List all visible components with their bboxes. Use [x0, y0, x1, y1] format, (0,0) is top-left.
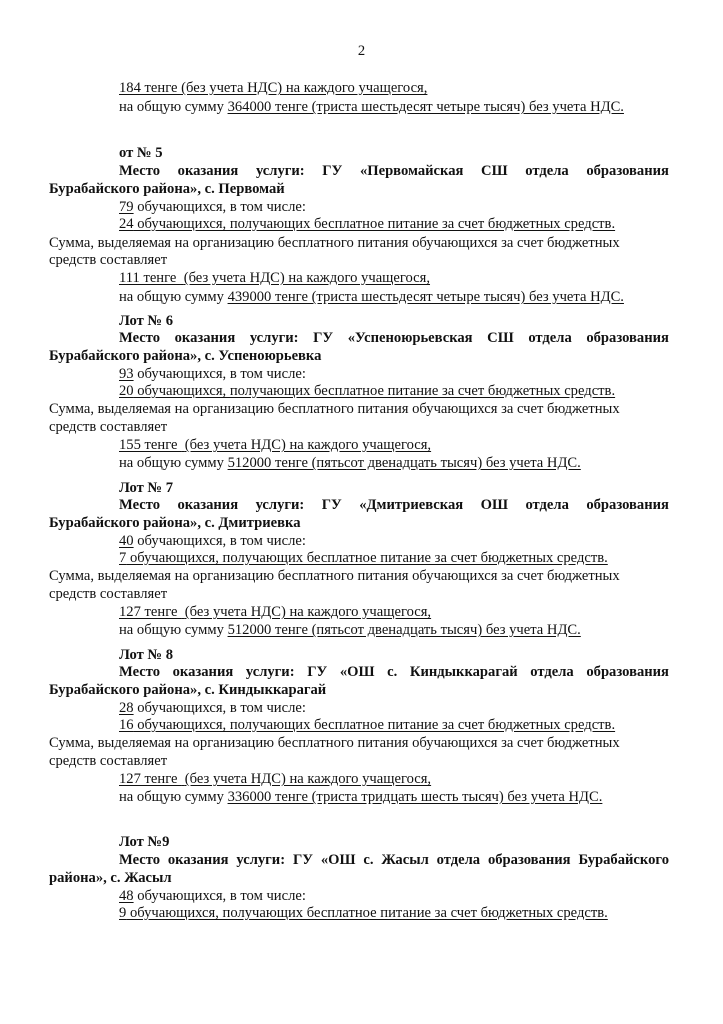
students-count: 93: [119, 366, 134, 382]
lot-heading: Лот № 7: [119, 480, 174, 496]
sum-line-2: средств составляет: [49, 753, 168, 769]
total-line: [119, 622, 581, 639]
price-text: (без учета НДС) на каждого учащегося,: [184, 771, 432, 787]
students-count: 79: [119, 199, 134, 215]
students-text: обучающихся, в том числе:: [133, 199, 306, 215]
price-value: 127 тенге: [119, 771, 182, 787]
sum-line-1: Сумма, выделяемая на организацию бесплатного питания обучающихся за счет бюджетных: [49, 568, 620, 584]
place-word: СШ: [481, 163, 508, 179]
price-text: (без учета НДС) на каждого учащегося,: [184, 604, 432, 620]
place-word: услуги:: [255, 163, 305, 179]
place-word: «Успеноюрьевская: [347, 330, 473, 346]
place-line-2: Бурабайского района», с. Первомай: [49, 181, 285, 197]
price-text: 184 тенге (без учета НДС) на каждого учащегося,: [119, 80, 428, 96]
place-word: ГУ: [307, 664, 328, 680]
lot-heading: Лот № 6: [119, 313, 174, 329]
place-word: Место: [119, 497, 160, 513]
price-value: 111 тенге: [119, 270, 181, 286]
price-value: 155 тенге: [119, 437, 182, 453]
place-line-2: Бурабайского района», с. Успеноюрьевка: [49, 348, 322, 364]
lot-heading: Лот № 8: [119, 647, 174, 663]
place-word: отдела: [525, 163, 569, 179]
total-line: [119, 99, 624, 116]
students-line: [119, 533, 306, 550]
students-text: обучающихся, в том числе:: [133, 700, 306, 716]
place-line: [119, 497, 669, 514]
place-line-2: Бурабайского района», с. Дмитриевка: [49, 515, 301, 531]
free-meals-text: обучающихся, получающих бесплатное питание за счет бюджетных средств.: [133, 717, 616, 733]
place-word: оказания: [167, 852, 229, 868]
price-text: (без учета НДС) на каждого учащегося,: [183, 270, 431, 286]
free-meals-text: обучающихся, получающих бесплатное питание за счет бюджетных средств.: [133, 216, 616, 232]
place-line: [119, 330, 669, 347]
total-line: [119, 789, 602, 806]
price-line: [119, 270, 430, 287]
page-number: 2: [357, 43, 366, 59]
free-meals-line: [119, 550, 608, 567]
place-word: «ОШ: [320, 852, 356, 868]
free-meals-count: 20: [119, 383, 134, 399]
free-meals-count: 9: [119, 905, 127, 921]
total-prefix: на общую сумму: [119, 455, 228, 471]
place-word: Место: [119, 163, 160, 179]
place-word: оказания: [172, 664, 234, 680]
sum-line-1: Сумма, выделяемая на организацию бесплатного питания обучающихся за счет бюджетных: [49, 235, 620, 251]
place-line: [119, 852, 669, 869]
students-text: обучающихся, в том числе:: [133, 366, 306, 382]
place-word: Место: [119, 330, 160, 346]
place-word: «ОШ: [339, 664, 375, 680]
place-word: отдела: [436, 852, 481, 868]
students-line: [119, 888, 306, 905]
free-meals-count: 7: [119, 550, 127, 566]
students-line: [119, 366, 306, 383]
place-word: оказания: [177, 497, 239, 513]
total-prefix: на общую сумму: [119, 99, 228, 115]
free-meals-text: обучающихся, получающих бесплатное питание за счет бюджетных средств.: [126, 905, 608, 921]
place-word: оказания: [177, 163, 239, 179]
price-line: [119, 604, 431, 621]
total-prefix: на общую сумму: [119, 622, 228, 638]
sum-line-1: Сумма, выделяемая на организацию бесплатного питания обучающихся за счет бюджетных: [49, 735, 620, 751]
free-meals-line: [119, 717, 615, 734]
place-word: «Первомайская: [359, 163, 464, 179]
sum-line-2: средств составляет: [49, 586, 168, 602]
students-line: [119, 199, 306, 216]
sum-line-2: средств составляет: [49, 419, 168, 435]
place-word: Киндыккарагай: [409, 664, 518, 680]
place-line-2: Бурабайского района», с. Киндыккарагай: [49, 682, 327, 698]
total-prefix: на общую сумму: [119, 789, 228, 805]
place-word: услуги:: [255, 497, 305, 513]
students-count: 48: [119, 888, 134, 904]
price-text: (без учета НДС) на каждого учащегося,: [184, 437, 432, 453]
place-word: Место: [119, 852, 160, 868]
place-word: ГУ: [313, 330, 334, 346]
place-line-2: района», с. Жасыл: [49, 870, 172, 886]
total-value: 364000 тенге (триста шестьдесят четыре тысяч) без учета НДС.: [227, 99, 624, 115]
price-line: [119, 771, 431, 788]
students-count: 40: [119, 533, 134, 549]
place-word: с.: [363, 852, 374, 868]
place-word: образования: [487, 852, 571, 868]
place-word: ГУ: [322, 163, 343, 179]
place-word: ГУ: [292, 852, 313, 868]
students-count: 28: [119, 700, 134, 716]
place-word: Бурабайского: [578, 852, 669, 868]
lot-heading: Лот №9: [119, 834, 170, 850]
place-word: услуги:: [245, 664, 295, 680]
place-word: ОШ: [480, 497, 508, 513]
place-word: услуги:: [249, 330, 299, 346]
free-meals-line: [119, 383, 615, 400]
place-word: отдела: [525, 497, 569, 513]
students-line: [119, 700, 306, 717]
place-line: [119, 664, 669, 681]
place-word: Жасыл: [381, 852, 429, 868]
place-word: образования: [586, 497, 669, 513]
total-prefix: на общую сумму: [119, 289, 228, 305]
free-meals-line: [119, 905, 608, 922]
free-meals-text: обучающихся, получающих бесплатное питание за счет бюджетных средств.: [126, 550, 608, 566]
free-meals-count: 24: [119, 216, 134, 232]
total-value: 512000 тенге (пятьсот двенадцать тысяч) без учета НДС.: [227, 455, 581, 471]
place-word: с.: [387, 664, 398, 680]
students-text: обучающихся, в том числе:: [133, 533, 306, 549]
place-word: оказания: [174, 330, 236, 346]
place-word: отдела: [530, 664, 574, 680]
place-word: услуги:: [236, 852, 286, 868]
total-value: 336000 тенге (триста тридцать шесть тысяч) без учета НДС.: [227, 789, 603, 805]
students-text: обучающихся, в том числе:: [133, 888, 306, 904]
price-value: 127 тенге: [119, 604, 182, 620]
place-word: образования: [586, 664, 669, 680]
place-word: образования: [586, 163, 669, 179]
place-line: [119, 163, 669, 180]
sum-line-2: средств составляет: [49, 252, 168, 268]
total-value: 512000 тенге (пятьсот двенадцать тысяч) без учета НДС.: [227, 622, 581, 638]
free-meals-line: [119, 216, 615, 233]
place-word: ГУ: [321, 497, 342, 513]
place-word: Место: [119, 664, 160, 680]
price-line: [119, 437, 431, 454]
lot-heading: от № 5: [119, 145, 163, 161]
place-word: СШ: [487, 330, 514, 346]
total-value: 439000 тенге (триста шестьдесят четыре тысяч) без учета НДС.: [227, 289, 624, 305]
total-line: [119, 455, 581, 472]
sum-line-1: Сумма, выделяемая на организацию бесплатного питания обучающихся за счет бюджетных: [49, 401, 620, 417]
free-meals-text: обучающихся, получающих бесплатное питание за счет бюджетных средств.: [133, 383, 616, 399]
place-word: «Дмитриевская: [359, 497, 464, 513]
place-word: образования: [586, 330, 669, 346]
price-line: [119, 80, 427, 97]
free-meals-count: 16: [119, 717, 134, 733]
place-word: отдела: [528, 330, 572, 346]
total-line: [119, 289, 624, 306]
